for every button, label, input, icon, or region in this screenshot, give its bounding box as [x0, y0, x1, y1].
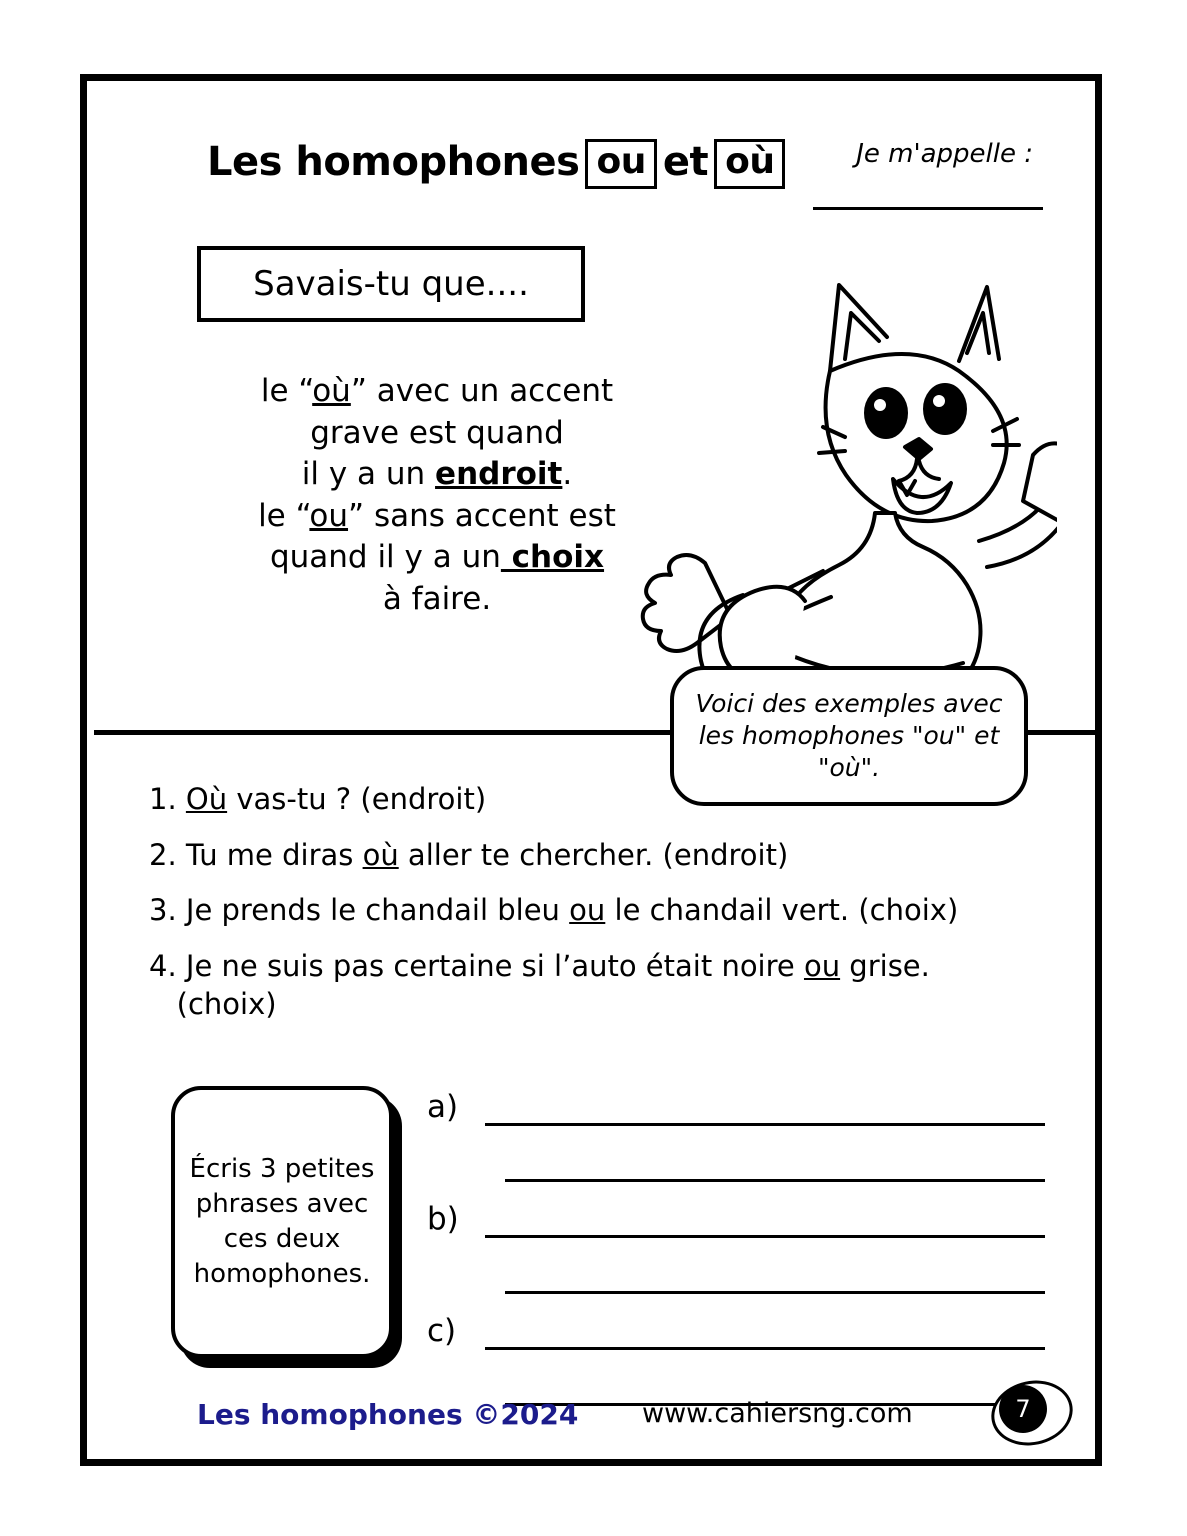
speech-bubble: [670, 666, 1028, 806]
list-item: 2. Tu me diras où aller te chercher. (endroit): [149, 837, 789, 872]
page-number-badge: [991, 1381, 1067, 1439]
answer-group-b: [427, 1203, 1047, 1315]
answer-label-b: b): [427, 1201, 459, 1237]
title-mid: et: [662, 139, 709, 185]
answer-line-a2[interactable]: [505, 1179, 1045, 1182]
worksheet-page: [80, 74, 1102, 1466]
rule-line-5: quand il y a un choix: [269, 539, 605, 576]
list-item: 3. Je prends le chandail bleu ou le chandail vert. (choix): [149, 893, 959, 928]
rule-line-1: le “où” avec un accent: [260, 373, 614, 409]
speech-bubble-text: Voici des exemples avec les homophones "ou" et "où".: [695, 689, 1003, 782]
answer-group-a: [427, 1091, 1047, 1203]
page-title: [207, 139, 791, 189]
rule-line-4: le “ou” sans accent est: [258, 497, 616, 534]
header-row: [87, 111, 1095, 221]
rule-line-2: grave est quand: [310, 414, 564, 451]
footer-website: www.cahiersng.com: [642, 1398, 913, 1429]
answer-label-c: c): [427, 1313, 457, 1349]
instruction-text: Écris 3 petites phrases avec ces deux homophones.: [189, 1153, 375, 1290]
rule-line-3: il y a un endroit.: [301, 456, 573, 493]
examples-list: [149, 781, 1059, 1041]
page-number: 7: [999, 1385, 1047, 1433]
name-input-line[interactable]: [813, 207, 1043, 210]
list-item: 1. Où vas-tu ? (endroit): [149, 782, 487, 816]
answer-line-b1[interactable]: [485, 1235, 1045, 1238]
answer-label-a: a): [427, 1089, 459, 1125]
answer-line-a1[interactable]: [485, 1123, 1045, 1126]
instruction-box: [171, 1086, 393, 1358]
title-prefix: Les homophones: [207, 139, 580, 185]
name-label: Je m'appelle :: [856, 139, 1033, 169]
answer-line-b2[interactable]: [505, 1291, 1045, 1294]
title-word-box-ou-accent: où: [714, 139, 785, 189]
list-item: 4. Je ne suis pas certaine si l’auto était noire ou grise. (choix): [149, 949, 930, 1021]
footer-copyright: Les homophones ©2024: [197, 1398, 579, 1431]
answer-area: [427, 1091, 1047, 1427]
did-you-know-box: [197, 246, 585, 322]
rule-line-6: à faire.: [382, 580, 492, 617]
did-you-know-label: Savais-tu que....: [253, 264, 529, 304]
answer-line-c1[interactable]: [485, 1347, 1045, 1350]
title-word-box-ou: ou: [585, 139, 656, 189]
